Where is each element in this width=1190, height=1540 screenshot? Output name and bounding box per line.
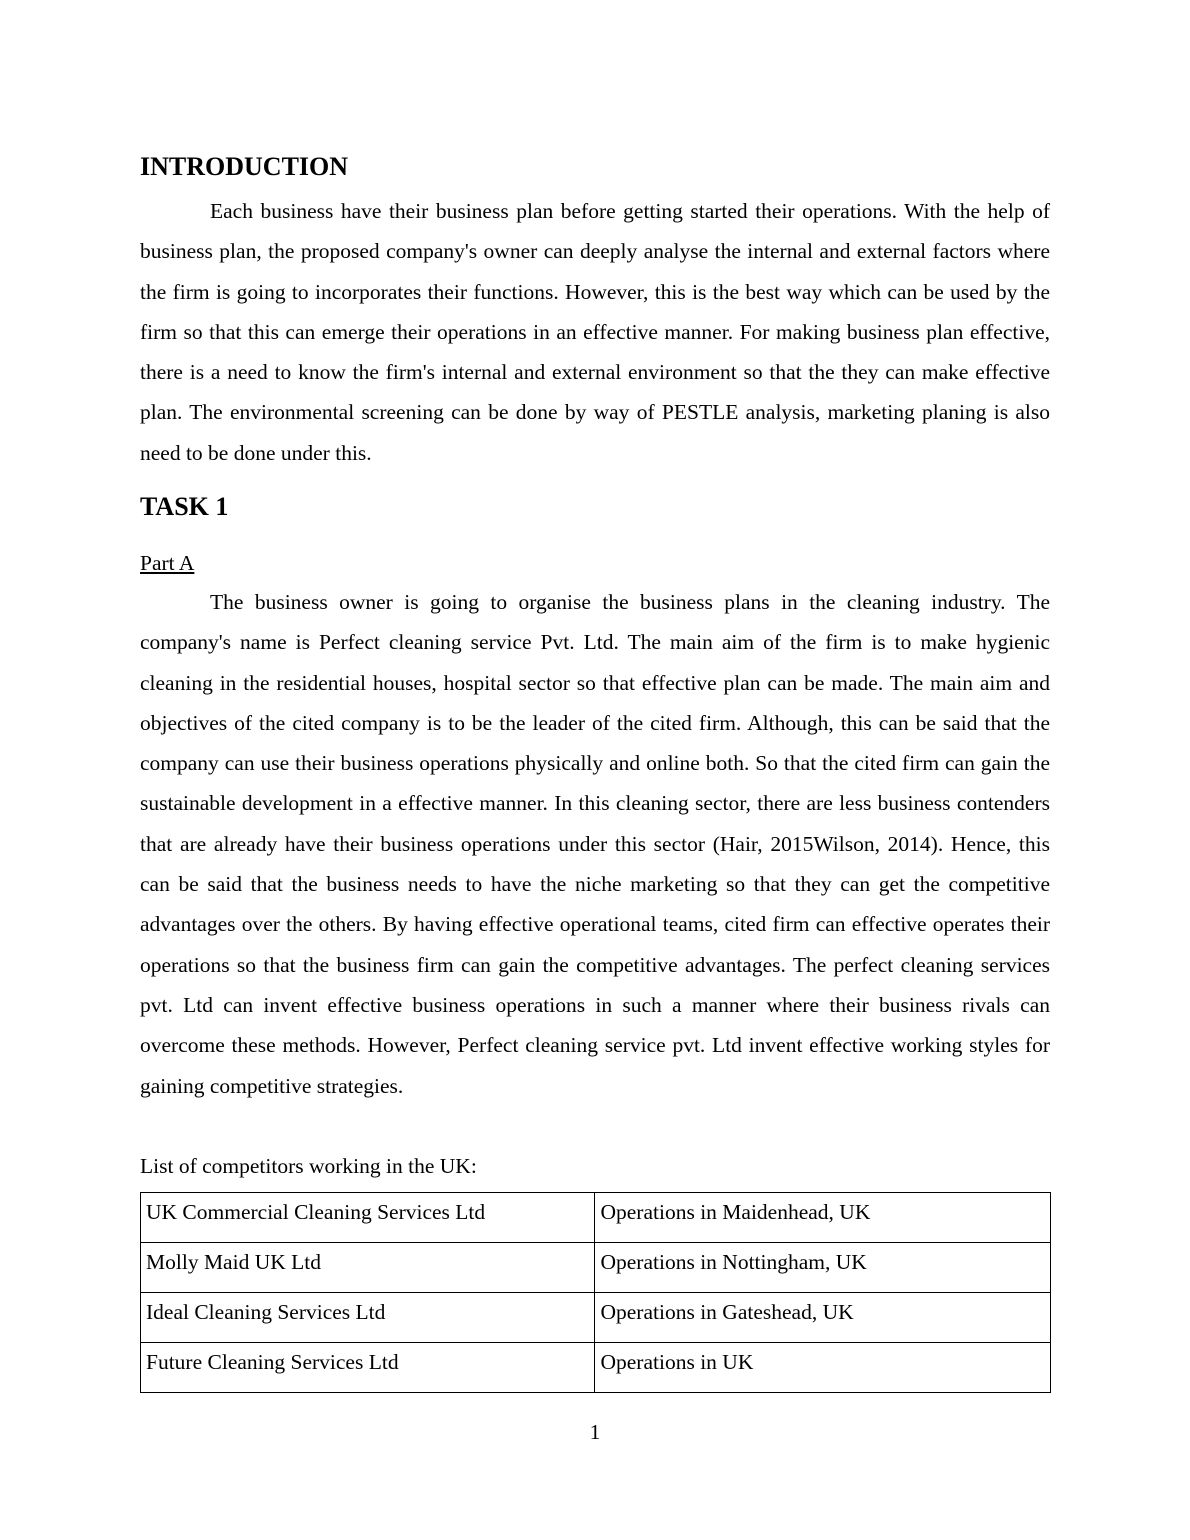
competitor-location-cell: Operations in Maidenhead, UK	[595, 1193, 1051, 1243]
competitor-name-cell: Molly Maid UK Ltd	[141, 1243, 595, 1293]
table-row	[141, 1193, 1051, 1243]
document-page	[140, 0, 1050, 1540]
page-number: 1	[589, 1420, 601, 1444]
task-1-heading: TASK 1	[140, 492, 229, 521]
competitor-location-cell: Operations in Gateshead, UK	[595, 1293, 1051, 1343]
competitor-name-cell: Future Cleaning Services Ltd	[141, 1343, 595, 1393]
table-row	[141, 1343, 1051, 1393]
competitors-table	[140, 1192, 1051, 1393]
competitor-location-cell: Operations in UK	[595, 1343, 1051, 1393]
competitor-name-cell: Ideal Cleaning Services Ltd	[141, 1293, 595, 1343]
table-row	[141, 1243, 1051, 1293]
part-a-label: Part A	[140, 551, 195, 575]
competitor-location-cell: Operations in Nottingham, UK	[595, 1243, 1051, 1293]
table-row	[141, 1293, 1051, 1343]
introduction-heading: INTRODUCTION	[140, 152, 349, 181]
part-a-paragraph: The business owner is going to organise the business plans in the cleaning industry. The company's name is Perfect cleaning service Pvt. Ltd. The main aim of the firm is to make hygienic cleaning in the residential houses, hospital sector so that effective plan can be made. The main aim and objectives of the cited company is to be the leader of the cited firm. Although, this can be said that the company can use their business operations physically and online both. So that the cited firm can gain the sustainable development in a effective manner. In this cleaning sector, there are less business contenders that are already have their business operations under this sector (Hair, 2015Wilson, 2014). Hence, this can be said that the business needs to have the niche marketing so that they can get the competitive advantages over the others. By having effective operational teams, cited firm can effective operates their operations so that the business firm can gain the competitive advantages. The perfect cleaning services pvt. Ltd can invent effective business operations in such a manner where their business rivals can overcome these methods. However, Perfect cleaning service pvt. Ltd invent effective working styles for gaining competitive strategies.	[140, 590, 1050, 1098]
competitor-name-cell: UK Commercial Cleaning Services Ltd	[141, 1193, 595, 1243]
introduction-paragraph: Each business have their business plan before getting started their operations. With the help of business plan, the proposed company's owner can deeply analyse the internal and external factors where the firm is going to incorporates their functions. However, this is the best way which can be used by the firm so that this can emerge their operations in an effective manner. For making business plan effective, there is a need to know the firm's internal and external environment so that the they can make effective plan. The environmental screening can be done by way of PESTLE analysis, marketing planing is also need to be done under this.	[140, 199, 1050, 465]
competitors-list-label: List of competitors working in the UK:	[140, 1154, 477, 1178]
